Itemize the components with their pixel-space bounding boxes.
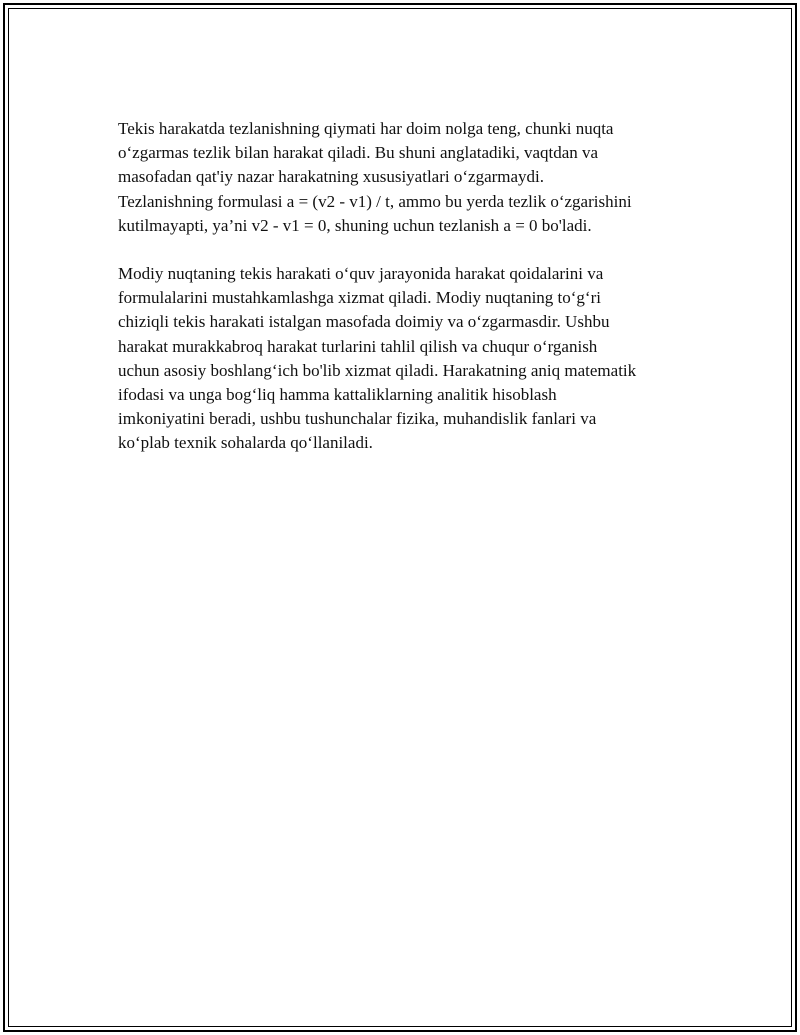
paragraph-line: Modiy nuqtaning tekis harakati o‘quv jarayonida harakat qoidalarini va bbox=[118, 264, 604, 284]
paragraph-line: uchun asosiy boshlang‘ich bo'lib xizmat qiladi. Harakatning aniq matematik bbox=[118, 360, 637, 380]
paragraph-line: Tekis harakatda tezlanishning qiymati har doim nolga teng, chunki nuqta bbox=[118, 119, 614, 138]
paragraph-line: chiziqli tekis harakati istalgan masofada doimiy va o‘zgarmasdir. Ushbu bbox=[118, 312, 610, 332]
paragraph-line: ko‘plab texnik sohalarda qo‘llaniladi. bbox=[118, 433, 373, 453]
paragraph-1 bbox=[118, 117, 690, 238]
paragraph-2 bbox=[118, 262, 690, 456]
document-body bbox=[118, 117, 690, 480]
paragraph-line: Tezlanishning formulasi a = (v2 - v1) / t, ammo bu yerda tezlik o‘zgarishini bbox=[118, 191, 632, 211]
paragraph-line: ifodasi va unga bog‘liq hamma kattaliklarning analitik hisoblash bbox=[118, 385, 557, 405]
paragraph-line: imkoniyatini beradi, ushbu tushunchalar fizika, muhandislik fanlari va bbox=[118, 409, 597, 429]
paragraph-line: formulalarini mustahkamlashga xizmat qiladi. Modiy nuqtaning to‘g‘ri bbox=[118, 288, 601, 308]
paragraph-line: masofadan qat'iy nazar harakatning xususiyatlari o‘zgarmaydi. bbox=[118, 167, 545, 187]
paragraph-line: harakat murakkabroq harakat turlarini tahlil qilish va chuqur o‘rganish bbox=[118, 336, 598, 356]
paragraph-line: o‘zgarmas tezlik bilan harakat qiladi. Bu shuni anglatadiki, vaqtdan va bbox=[118, 143, 599, 163]
paragraph-line: kutilmayapti, ya’ni v2 - v1 = 0, shuning uchun tezlanish a = 0 bo'ladi. bbox=[118, 215, 592, 235]
